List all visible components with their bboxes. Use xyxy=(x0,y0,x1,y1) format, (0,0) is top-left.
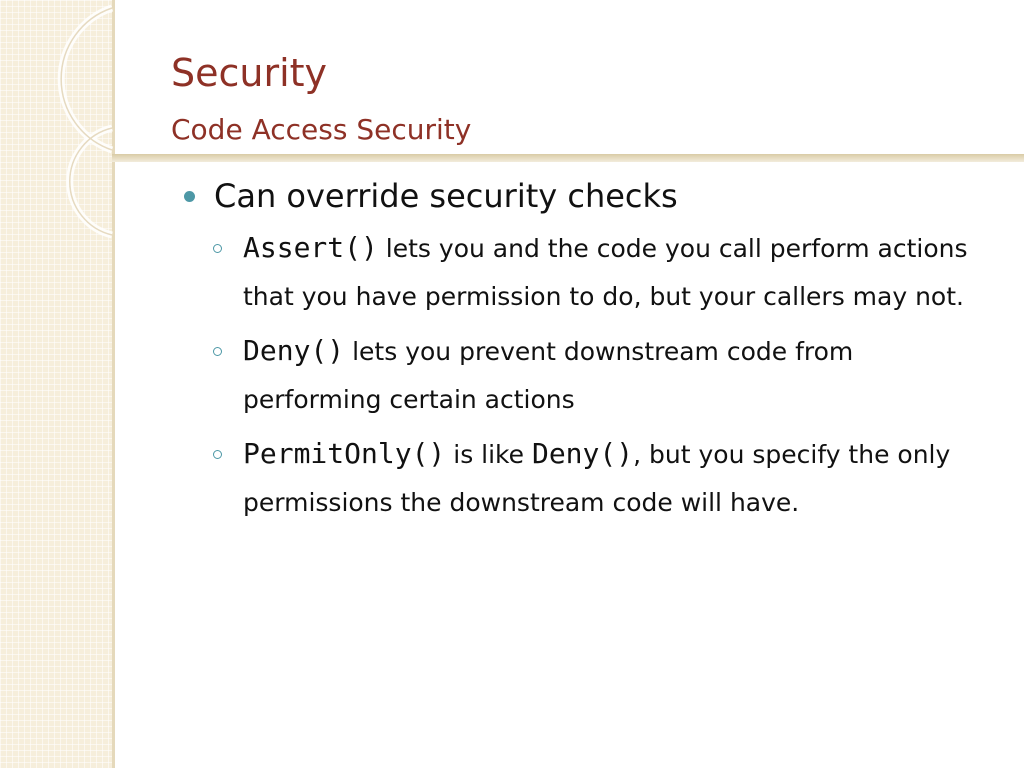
sub-bullet-item-permitonly xyxy=(199,430,973,527)
sub-bullet-text: , but you specify the only permissions the downstream code will have. xyxy=(243,440,951,517)
ring-bullet-icon xyxy=(213,450,222,459)
sub-bullet-text: lets you prevent downstream code from performing certain actions xyxy=(243,337,854,414)
bullet-text: Can override security checks xyxy=(214,177,678,215)
ring-bullet-icon xyxy=(213,347,222,356)
code-assert: Assert() xyxy=(243,231,378,264)
sub-bullet-text: lets you and the code you call perform actions that you have permission to do, but your callers may not. xyxy=(243,234,968,311)
sub-bullet-text: is like xyxy=(445,440,532,469)
bullet-dot-icon xyxy=(184,191,195,202)
bullet-list xyxy=(184,172,984,533)
ring-bullet-icon xyxy=(213,244,222,253)
title-divider xyxy=(112,154,1024,162)
bullet-item xyxy=(184,172,984,527)
code-deny-inline: Deny() xyxy=(531,437,634,470)
code-deny: Deny() xyxy=(243,334,345,367)
sub-bullet-item-deny xyxy=(199,327,973,424)
slide-title: Security xyxy=(171,51,328,95)
sub-bullet-item-assert xyxy=(199,224,973,321)
sub-bullet-list xyxy=(214,224,984,527)
decorative-rings xyxy=(0,0,130,240)
slide-subtitle: Code Access Security xyxy=(171,113,472,146)
code-permitonly: PermitOnly() xyxy=(243,437,446,470)
